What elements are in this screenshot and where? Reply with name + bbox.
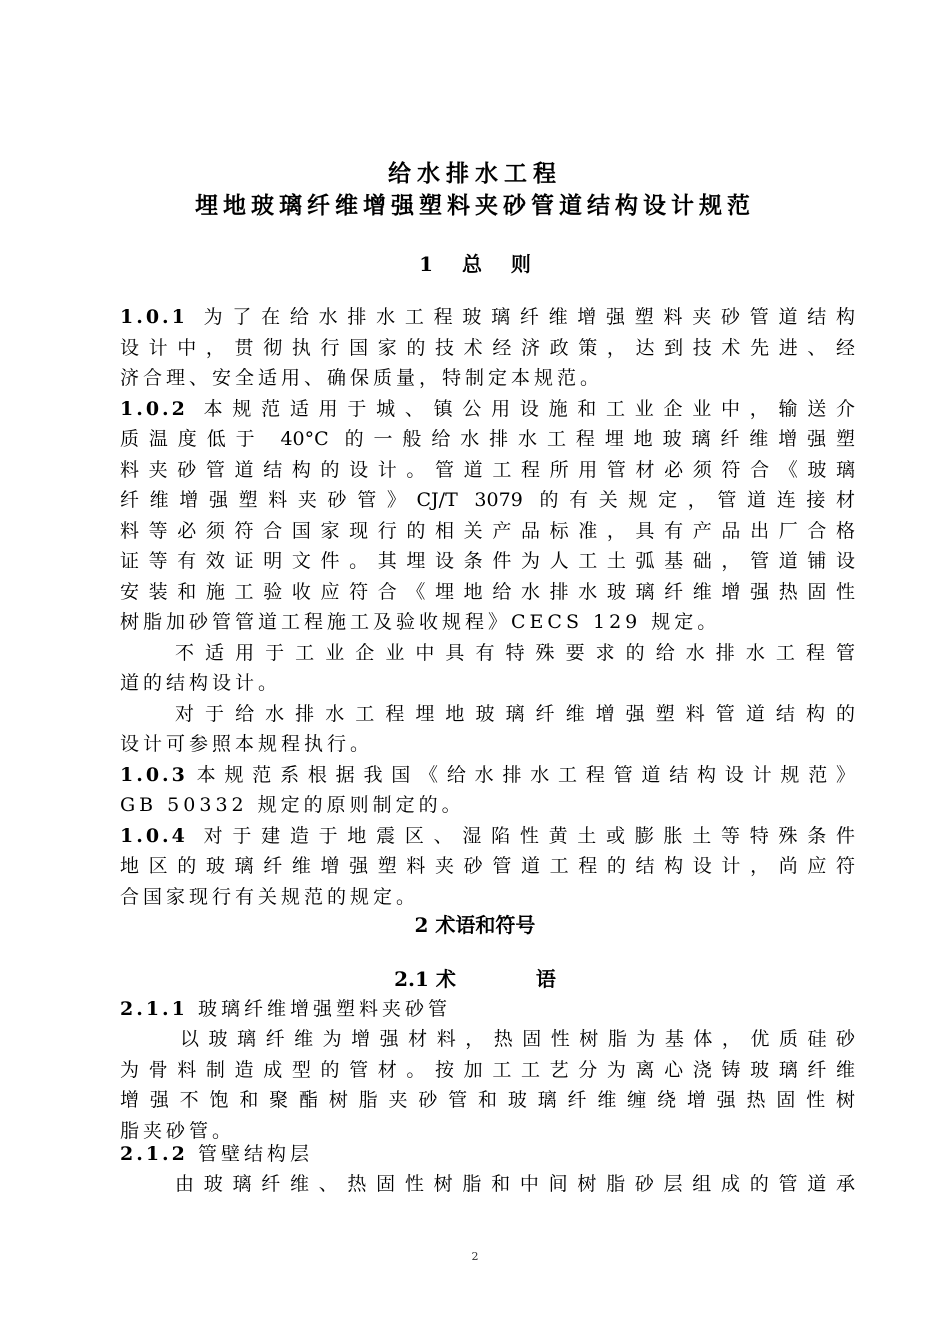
clause-number: 1.0.4	[120, 824, 188, 847]
chapter2-heading: 2 术语和符号	[414, 913, 536, 937]
clause-1-0-2-line: 质温度低于 40°C 的一般给水排水工程埋地玻璃纤维增强塑	[120, 428, 855, 450]
clause-1-0-3-line: GB 50332 规定的原则制定的。	[120, 794, 465, 816]
section-2-1-number: 2.1	[394, 967, 429, 991]
document-title-line1: 给水排水工程	[388, 160, 562, 187]
clause-1-0-3-line: 1.0.3本规范系根据我国《给水排水工程管道结构设计规范》	[120, 763, 855, 786]
clause-1-0-2-line: 1.0.2 本规范适用于城、镇公用设施和工业企业中，输送介	[120, 397, 855, 420]
clause-1-0-2-extra-line: 不适用于工业企业中具有特殊要求的给水排水工程管	[175, 641, 855, 664]
clause-1-0-2-line: 纤维增强塑料夹砂管》CJ/T 3079 的有关规定，管道连接材	[120, 489, 855, 511]
clause-1-0-4-line: 合国家现行有关规范的规定。	[120, 885, 420, 908]
term-2-1-1-body	[120, 1024, 855, 1146]
term-name: 管壁结构层	[197, 1143, 313, 1165]
clause-1-0-1-line: 1.0.1 为了在给水排水工程玻璃纤维增强塑料夹砂管道结构	[120, 306, 855, 328]
clause-1-0-2-line: 安装和施工验收应符合《埋地给水排水玻璃纤维增强热固性	[120, 580, 855, 603]
clause-1-0-1-line: 设计中，贯彻执行国家的技术经济政策，达到技术先进、经	[120, 336, 855, 359]
chapter1-body	[120, 302, 855, 912]
term-2-1-1-line: 以玻璃纤维为增强材料，热固性树脂为基体，优质硅砂	[180, 1028, 855, 1050]
term-2-1-2-line: 由玻璃纤维、热固性树脂和中间树脂砂层组成的管道承	[175, 1173, 855, 1195]
clause-1-0-4-line: 地区的玻璃纤维增强塑料夹砂管道工程的结构设计，尚应符	[120, 855, 855, 877]
chapter1-word2: 则	[510, 252, 531, 276]
clause-1-0-2-line: 树脂加砂管管道工程施工及验收规程》CECS 129 规定。	[120, 611, 721, 633]
term-2-1-1-line: 增强不饱和聚酯树脂夹砂管和玻璃纤维缠绕增强热固性树	[120, 1089, 855, 1111]
clause-1-0-4-line: 1.0.4 对于建造于地震区、湿陷性黄土或膨胀土等特殊条件	[120, 824, 855, 847]
clause-1-0-2-line: 料等必须符合国家现行的相关产品标准，具有产品出厂合格	[120, 519, 855, 542]
clause-1-0-1-line: 济合理、安全适用、确保质量，特制定本规范。	[120, 367, 604, 389]
term-2-1-1-line: 为骨料制造成型的管材。按加工工艺分为离心浇铸玻璃纤维	[120, 1058, 855, 1081]
term-2-1-1-line: 脂夹砂管。	[120, 1119, 236, 1142]
chapter1-heading	[0, 249, 950, 279]
clause-1-0-2-extra-line: 设计可参照本规程执行。	[120, 733, 374, 755]
section-2-1-word2: 语	[535, 967, 556, 991]
term-number: 2.1.1	[120, 998, 188, 1020]
page-number: 2	[471, 1250, 479, 1263]
chapter1-word1: 总	[461, 252, 482, 276]
term-name: 玻璃纤维增强塑料夹砂管	[197, 998, 451, 1020]
term-2-1-2-body	[120, 1169, 855, 1200]
section-2-1-heading	[0, 964, 950, 994]
chapter1-number: 1	[419, 252, 433, 276]
term-2-1-2-heading	[120, 1139, 855, 1170]
clause-number: 1.0.2	[120, 397, 188, 420]
document-title-line2: 埋地玻璃纤维增强塑料夹砂管道结构设计规范	[195, 192, 755, 219]
clause-1-0-2-extra-line: 道的结构设计。	[120, 672, 282, 694]
clause-1-0-2-extra-line: 对于给水排水工程埋地玻璃纤维增强塑料管道结构的	[175, 702, 855, 725]
term-2-1-1-heading	[120, 994, 855, 1025]
clause-number: 1.0.1	[120, 306, 188, 328]
section-2-1-word1: 术	[435, 967, 456, 991]
clause-1-0-2-line: 料夹砂管道结构的设计。管道工程所用管材必须符合《玻璃	[120, 458, 855, 481]
clause-number: 1.0.3	[120, 763, 188, 786]
term-number: 2.1.2	[120, 1143, 188, 1165]
clause-1-0-2-line: 证等有效证明文件。其埋设条件为人工土弧基础，管道铺设	[120, 550, 855, 572]
